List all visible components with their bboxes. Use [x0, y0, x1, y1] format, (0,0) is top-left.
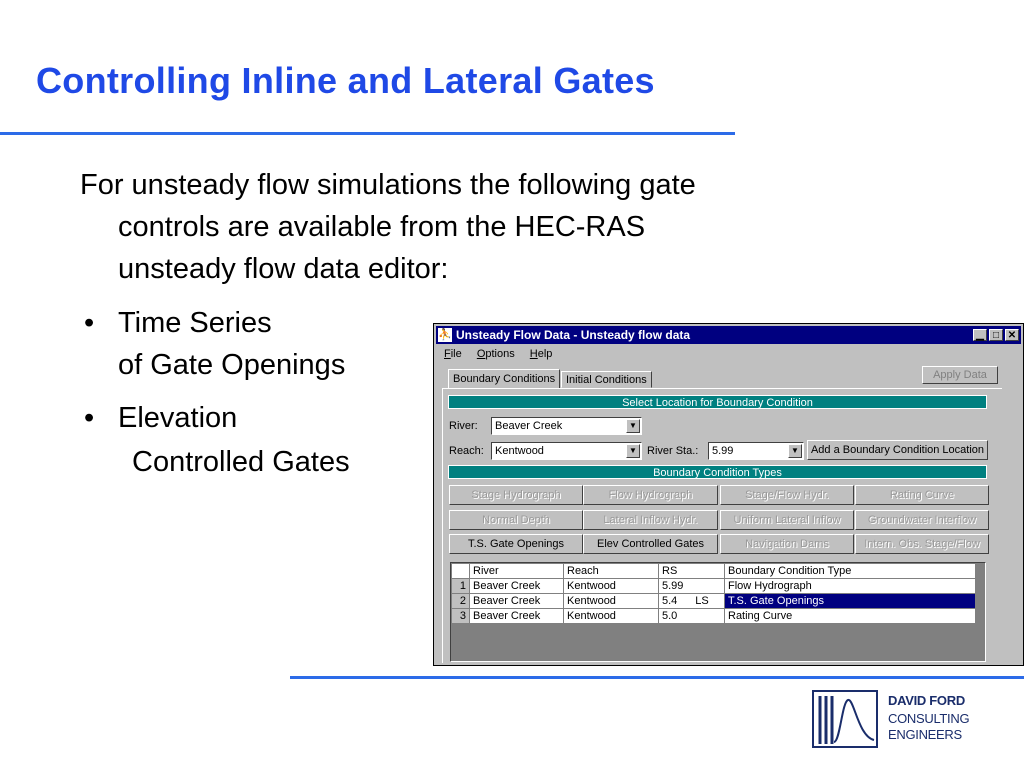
chevron-down-icon[interactable]: ▼	[788, 444, 802, 458]
maximize-icon[interactable]: □	[989, 329, 1003, 341]
rating-curve-button[interactable]: Rating Curve	[855, 485, 989, 505]
column-header-bc-type[interactable]: Boundary Condition Type	[725, 564, 976, 579]
logo-line-2: CONSULTING	[888, 711, 970, 726]
minimize-icon[interactable]: ▁	[973, 329, 987, 341]
reach-select-value: Kentwood	[495, 445, 544, 457]
cell-river[interactable]: Beaver Creek	[470, 579, 564, 594]
cell-reach[interactable]: Kentwood	[564, 594, 659, 609]
cell-rs[interactable]	[659, 594, 725, 609]
menubar	[444, 348, 564, 362]
table-row[interactable]	[452, 609, 976, 624]
bullet-1-marker: •	[84, 307, 95, 339]
bullet-2-line-1: Elevation	[118, 402, 238, 434]
normal-depth-button[interactable]: Normal Depth	[449, 510, 583, 530]
slide-title: Controlling Inline and Lateral Gates	[36, 60, 655, 101]
chevron-down-icon[interactable]: ▼	[626, 419, 640, 433]
river-select[interactable]	[491, 417, 642, 435]
groundwater-interflow-button[interactable]: Groundwater Interflow	[855, 510, 989, 530]
flow-hydrograph-button[interactable]: Flow Hydrograph	[583, 485, 718, 505]
cell-rs[interactable]: 5.0	[659, 609, 725, 624]
lateral-structure-tag: LS	[695, 595, 709, 607]
boundary-conditions-table	[450, 562, 986, 662]
column-header-reach[interactable]: Reach	[564, 564, 659, 579]
cell-bc-type[interactable]: Flow Hydrograph	[725, 579, 976, 594]
types-header: Boundary Condition Types	[448, 465, 987, 479]
cell-reach[interactable]: Kentwood	[564, 609, 659, 624]
row-number[interactable]: 3	[452, 609, 470, 624]
location-header: Select Location for Boundary Condition	[448, 395, 987, 409]
menu-options[interactable]: Options	[476, 348, 515, 360]
table-row[interactable]	[452, 594, 976, 609]
stage-hydrograph-button[interactable]: Stage Hydrograph	[449, 485, 583, 505]
menu-file[interactable]: File	[444, 348, 462, 360]
stage-flow-hydr-button[interactable]: Stage/Flow Hydr.	[720, 485, 854, 505]
row-number[interactable]: 1	[452, 579, 470, 594]
cell-reach[interactable]: Kentwood	[564, 579, 659, 594]
cell-rs-value: 5.4	[662, 595, 678, 607]
app-icon[interactable]: ⛹	[438, 329, 452, 341]
window-title: Unsteady Flow Data - Unsteady flow data	[456, 328, 691, 342]
cell-river[interactable]: Beaver Creek	[470, 609, 564, 624]
intro-line-2: controls are available from the HEC-RAS	[118, 211, 646, 243]
logo-line-3: ENGINEERS	[888, 727, 962, 742]
cell-bc-type[interactable]: Rating Curve	[725, 609, 976, 624]
window-titlebar[interactable]	[436, 326, 1021, 344]
lateral-inflow-hydr-button[interactable]: Lateral Inflow Hydr.	[583, 510, 718, 530]
ts-gate-openings-button[interactable]: T.S. Gate Openings	[449, 534, 583, 554]
bullet-2-line-2: Controlled Gates	[132, 446, 350, 478]
apply-data-button[interactable]: Apply Data	[922, 366, 998, 384]
unsteady-flow-window	[433, 323, 1024, 666]
river-sta-label: River Sta.:	[647, 445, 699, 457]
uniform-lateral-inflow-button[interactable]: Uniform Lateral Inflow	[720, 510, 854, 530]
reach-label: Reach:	[449, 445, 484, 457]
table-row[interactable]	[452, 579, 976, 594]
cell-river[interactable]: Beaver Creek	[470, 594, 564, 609]
logo-line-1: DAVID FORD	[888, 693, 965, 708]
column-header-rs[interactable]: RS	[659, 564, 725, 579]
river-sta-select[interactable]	[708, 442, 804, 460]
river-sta-select-value: 5.99	[712, 445, 734, 457]
row-number[interactable]: 2	[452, 594, 470, 609]
river-select-value: Beaver Creek	[495, 420, 563, 432]
intro-line-1: For unsteady flow simulations the following gate	[80, 169, 696, 201]
intern-obs-stage-flow-button[interactable]: Intern. Obs. Stage/Flow	[855, 534, 989, 554]
navigation-dams-button[interactable]: Navigation Dams	[720, 534, 854, 554]
intro-line-3: unsteady flow data editor:	[118, 253, 449, 285]
hydrograph-icon	[814, 692, 876, 746]
cell-bc-type-selected[interactable]: T.S. Gate Openings	[725, 594, 976, 609]
menu-help[interactable]: Help	[529, 348, 553, 360]
column-header-river[interactable]: River	[470, 564, 564, 579]
bullet-1-line-2: of Gate Openings	[118, 349, 346, 381]
top-divider	[0, 132, 735, 135]
cell-rs[interactable]: 5.99	[659, 579, 725, 594]
chevron-down-icon[interactable]: ▼	[626, 444, 640, 458]
table-corner	[452, 564, 470, 579]
reach-select[interactable]	[491, 442, 642, 460]
company-logo	[812, 690, 970, 750]
river-label: River:	[449, 420, 478, 432]
tab-boundary-conditions[interactable]: Boundary Conditions	[448, 369, 560, 389]
bullet-1-line-1: Time Series	[118, 307, 272, 339]
tab-initial-conditions[interactable]: Initial Conditions	[561, 371, 652, 388]
elev-controlled-gates-button[interactable]: Elev Controlled Gates	[583, 534, 718, 554]
close-icon[interactable]: ✕	[1005, 329, 1019, 341]
add-location-button[interactable]: Add a Boundary Condition Location	[807, 440, 988, 460]
table-header-row	[452, 564, 976, 579]
bottom-divider	[290, 676, 1024, 679]
bullet-2-marker: •	[84, 402, 95, 434]
logo-mark	[812, 690, 878, 748]
